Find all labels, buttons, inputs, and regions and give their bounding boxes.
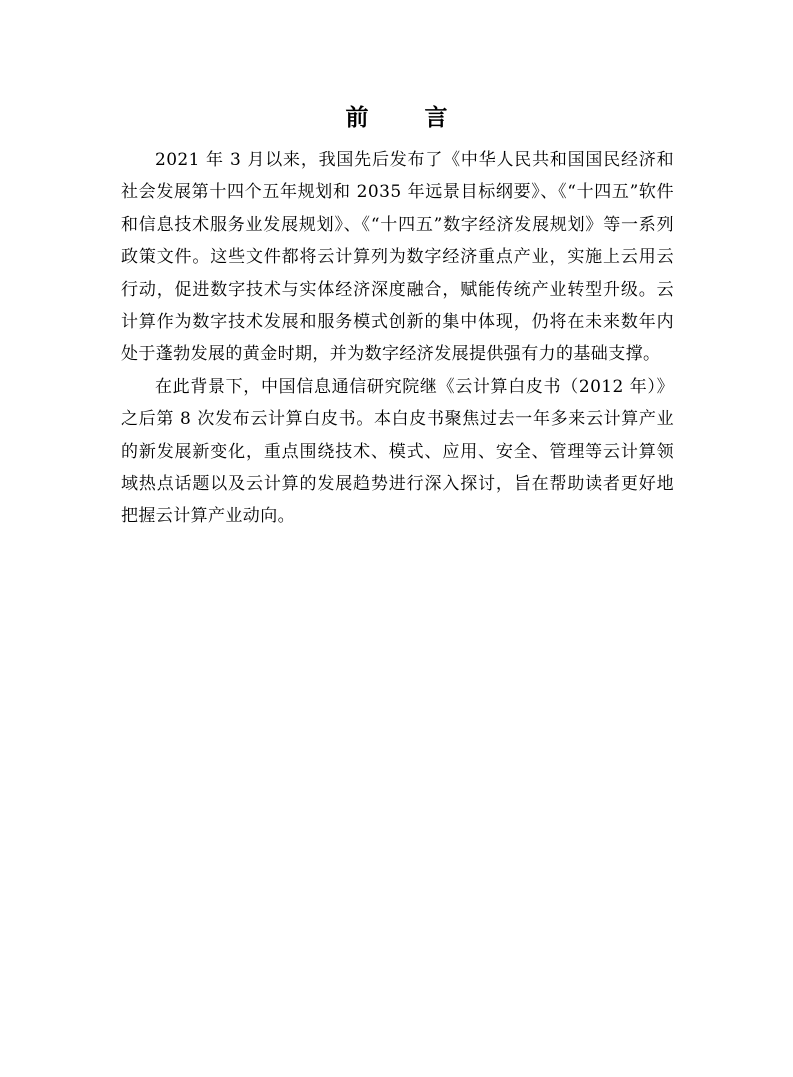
page-title: 前 言 xyxy=(345,105,472,131)
paragraph-1: 2021 年 3 月以来，我国先后发布了《中华人民共和国国民经济和社会发展第十四个五年规划和 2035 年远景目标纲要》、《“十四五”软件和信息技术服务业发展规划》、《“十四五”数字经济发展规划》等一系列政策文件。这些文件都将云计算列为数字经济重点产业，实施上云用云行动，促进数字技术与实体经济深度融合，赋能传统产业转型升级。云计算作为数字技术发展和服务模式创新的集中体现，仍将在未来数年内处于蓬勃发展的黄金时期，并为数字经济发展提供强有力的基础支撑。 xyxy=(121,150,674,365)
paragraph-2: 在此背景下，中国信息通信研究院继《云计算白皮书（2012 年）》之后第 8 次发布云计算白皮书。本白皮书聚焦过去一年多来云计算产业的新发展新变化，重点围绕技术、模式、应用、安全、管理等云计算领域热点话题以及云计算的发展趋势进行深入探讨，旨在帮助读者更好地把握云计算产业动向。 xyxy=(121,376,674,527)
preface-body xyxy=(121,144,674,533)
